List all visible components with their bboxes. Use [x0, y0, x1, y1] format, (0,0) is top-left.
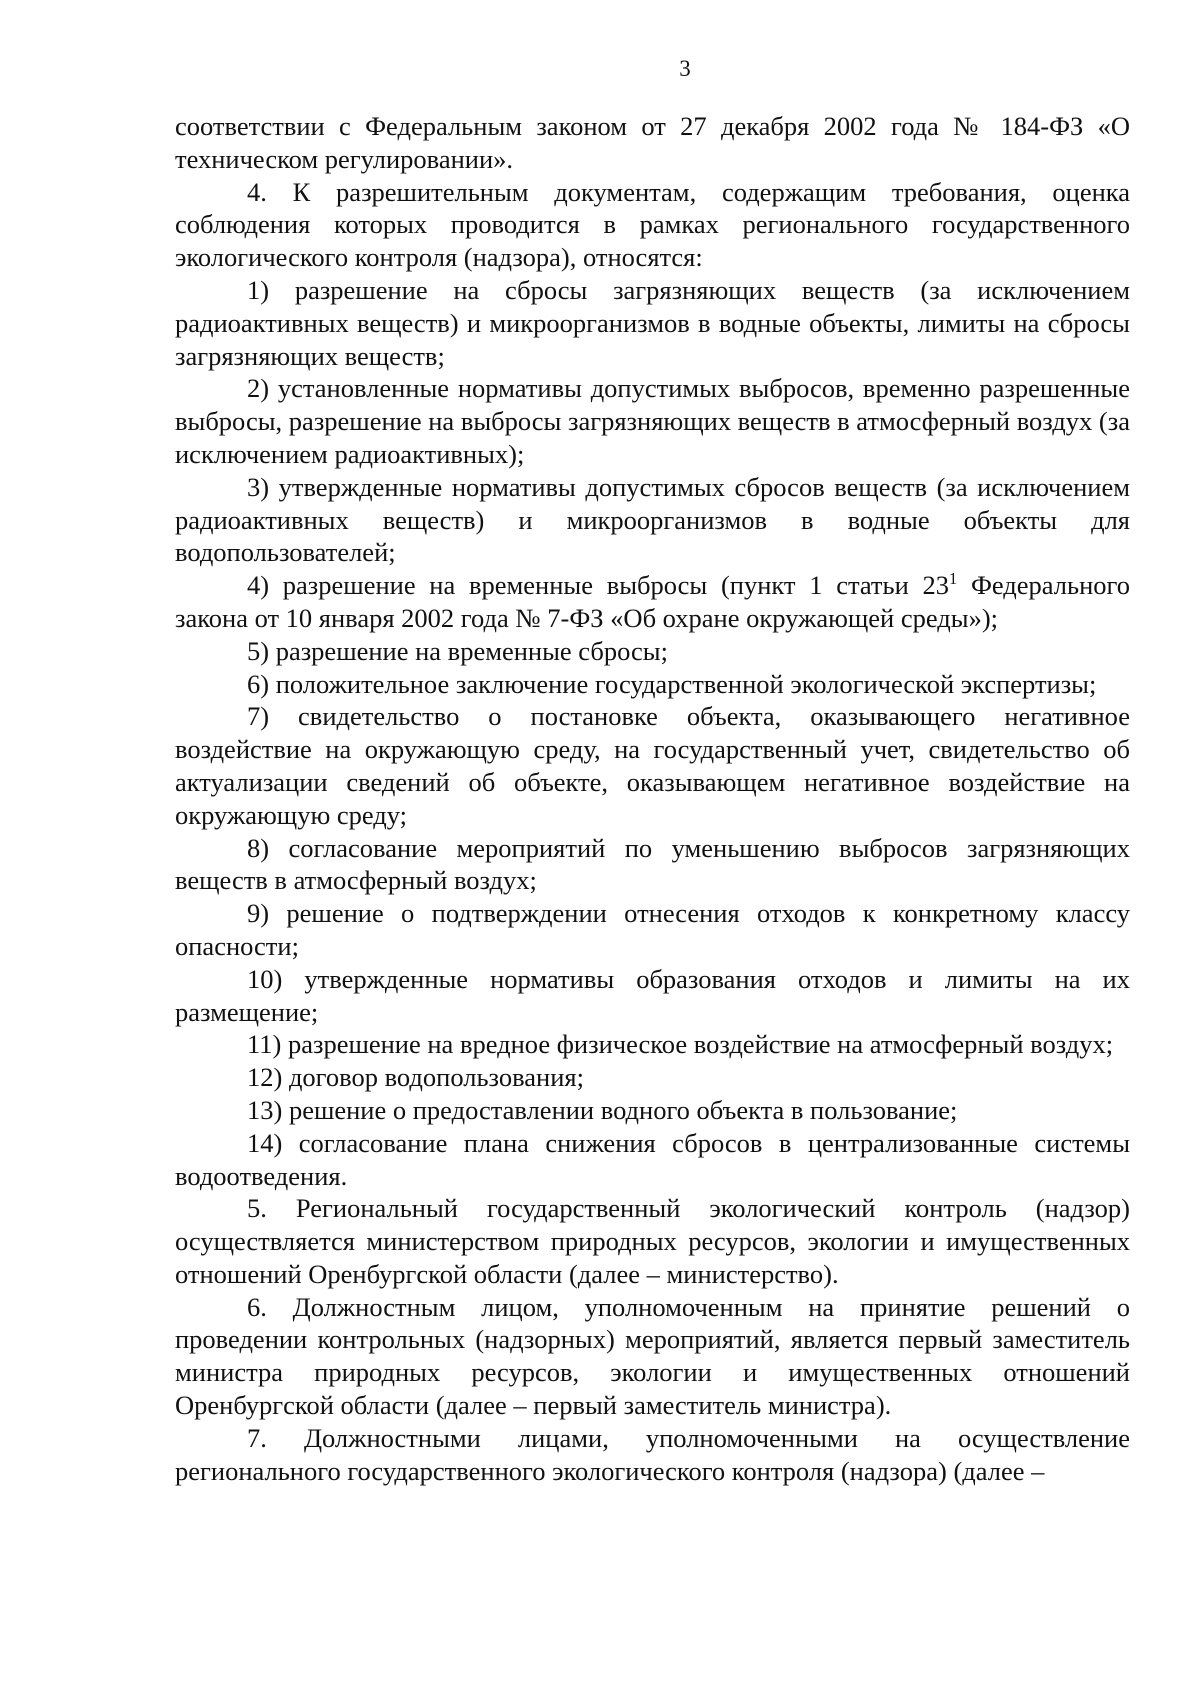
paragraph-continuation: соответствии с Федеральным законом от 27 декабря 2002 года № 184-ФЗ «О техническом регулировании». — [175, 111, 1130, 174]
list-item-1: 1) разрешение на сбросы загрязняющих веществ (за исключением радиоактивных веществ) и микроорганизмов в водные объекты, лимиты на сбросы загрязняющих веществ; — [175, 274, 1130, 371]
list-item-14: 14) согласование плана снижения сбросов в централизованные системы водоотведения. — [175, 1127, 1130, 1191]
list-item-9: 9) решение о подтверждении отнесения отходов к конкретному классу опасности; — [175, 898, 1130, 961]
paragraph-clause-6: 6. Должностным лицом, уполномоченным на принятие решений о проведении контрольных (надзорных) мероприятий, является первый заместитель министра природных ресурсов, экологии и имущественных отношений Оренбургской области (далее – первый заместитель министра). — [175, 1291, 1130, 1421]
list-item-4-superscript: 1 — [949, 569, 958, 589]
list-item-6: 6) положительное заключение государственной экологической экспертизы; — [247, 668, 1097, 699]
page-number: 3 — [679, 56, 691, 81]
list-item-8: 8) согласование мероприятий по уменьшению выбросов загрязняющих веществ в атмосферный воздух; — [175, 832, 1130, 896]
paragraph-clause-4: 4. К разрешительным документам, содержащим требования, оценка соблюдения которых проводится в рамках регионального государственного экологического контроля (надзора), относятся: — [175, 176, 1130, 273]
paragraph-clause-5: 5. Региональный государственный экологический контроль (надзор) осуществляется министерством природных ресурсов, экологии и имущественных отношений Оренбургской области (далее – министерство). — [175, 1193, 1130, 1289]
document-body — [175, 110, 1130, 1487]
list-item-2: 2) установленные нормативы допустимых выбросов, временно разрешенные выбросы, разрешение на выбросы загрязняющих веществ в атмосферный воздух (за исключением радиоактивных); — [175, 373, 1130, 469]
list-item-4-text-after: Федерального закона от 10 января 2002 года № 7-ФЗ «Об охране окружающей среды»); — [175, 570, 1130, 633]
list-item-3: 3) утвержденные нормативы допустимых сбросов веществ (за исключением радиоактивных веществ) и микроорганизмов в водные объекты для водопользователей; — [175, 471, 1130, 568]
list-item-4-text-before: 4) разрешение на временные выбросы (пункт 1 статьи 23 — [247, 570, 950, 601]
list-item-12: 12) договор водопользования; — [247, 1062, 584, 1093]
list-item-5: 5) разрешение на временные сбросы; — [247, 635, 668, 666]
list-item-4 — [175, 569, 1130, 635]
paragraph-clause-7: 7. Должностными лицами, уполномоченными на осуществление регионального государственного экологического контроля (надзора) (далее – — [175, 1422, 1130, 1486]
list-item-7: 7) свидетельство о постановке объекта, оказывающего негативное воздействие на окружающую среду, на государственный учет, свидетельство об актуализации сведений об объекте, оказывающем негативное воздействие на окружающую среду; — [175, 701, 1130, 830]
list-item-11: 11) разрешение на вредное физическое воздействие на атмосферный воздух; — [247, 1029, 1114, 1060]
list-item-13: 13) решение о предоставлении водного объекта в пользование; — [247, 1094, 958, 1125]
list-item-10: 10) утвержденные нормативы образования отходов и лимиты на их размещение; — [175, 963, 1130, 1027]
